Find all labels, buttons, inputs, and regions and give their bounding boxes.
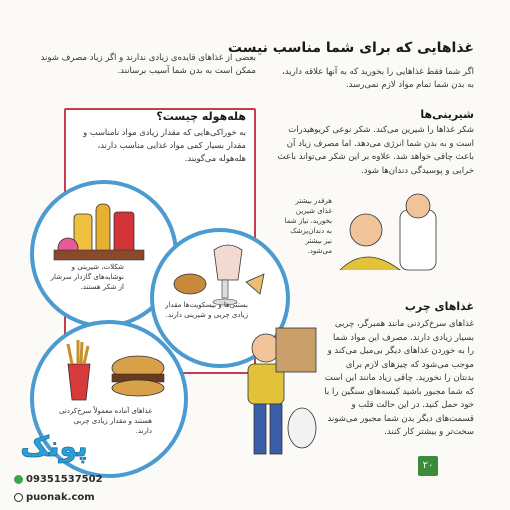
whatsapp-icon [14, 475, 23, 484]
svg-text:پونک: پونک [20, 430, 88, 463]
store-website[interactable]: puonak.com [14, 492, 95, 503]
fatty-foods-title: غذاهای چرب [404, 300, 474, 313]
globe-icon [14, 493, 23, 502]
junk-food-box-body: به خوراکی‌هایی که مقدار زیادی مواد نامناسب و مقدار بسیار کمی مواد غذایی مناسب دارند، هله‌هوله می‌گویند. [83, 127, 246, 163]
intro-left-paragraph: بعضی از غذاهای قایده‌ی زیادی ندارند و اگر زیاد مصرف شوند ممکن است به بدن شما آسیب برسانند. [40, 53, 256, 76]
fatty-foods-body: غذاهای سرخ‌کردنی مانند همبرگر، چربی بسیار زیادی دارند. مصرف این مواد شما را به خوردن غذاهای دیگر بی‌میل می‌کند و موجب می‌شود که چیزهای لازم برای بدنتان را نخورید. چاقی زیاد مانند این است که شما مجبور باشید کیسه‌های سنگین را با خود حمل کنید. در این حالت قلب و قسمت‌های دیگر بدن شما مجبور می‌شوند سخت‌تر و بیشتر کار کنند. [324, 319, 474, 437]
junk-food-box-title: هله‌هوله چیست؟ [156, 110, 246, 123]
puonak-logo [14, 418, 94, 470]
sweets-body: شکر غذاها را شیرین می‌کند. شکر نوعی کربوهیدرات است و به بدن شما انرژی می‌دهد. اما مصرف زیاد آن باعث چاقی خواهد شد. علاوه بر این شکر می‌تواند باعث خرابی و پوسیدگی دندان‌ها شود. [277, 125, 474, 176]
candy-caption: شکلات، شیرینی و نوشابه‌های گازدار سرشار از شکر هستند. [50, 263, 124, 291]
boy-with-bags-illustration [210, 318, 330, 488]
intro-right-paragraph: اگر شما فقط غذاهایی را بخورید که به آنها علاقه دارید، به بدن شما تمام مواد لازم نمی‌رسد. [282, 67, 474, 90]
fastfood-caption: غذاهای آماده معمولاً سرخ‌کردنی هستند و مقدار زیادی چربی دارند. [59, 407, 152, 435]
page-number-badge: ۲۰ [418, 456, 438, 476]
dentist-illustration [330, 190, 450, 280]
dentist-note: هرقدر بیشتر غذای شیرین بخورید، نیاز شما به دندان‌پزشک نیز بیشتر می‌شود. [284, 197, 332, 255]
sweets-title: شیرینی‌ها [420, 108, 474, 121]
page-title: غذاهایی که برای شما مناسب نیست [227, 40, 474, 56]
snacks-caption: بستنی‌ها و بیسکویت‌ها مقدار زیادی چربی و شیرینی دارند. [165, 301, 248, 319]
store-phone: 09351537502 [14, 474, 103, 485]
